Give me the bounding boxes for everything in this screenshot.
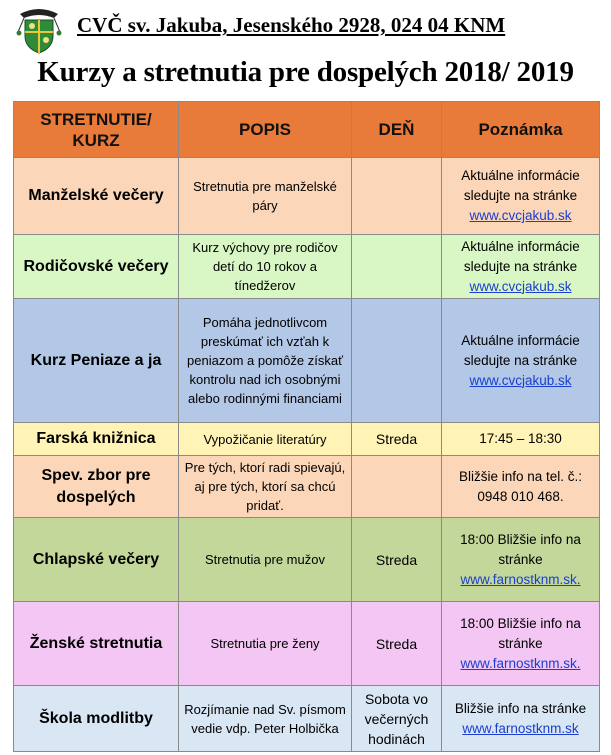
course-name: Kurz Peniaze a ja xyxy=(14,299,179,423)
table-header-row xyxy=(14,102,600,158)
course-note xyxy=(442,518,600,602)
website-link[interactable]: www.cvcjakub.sk xyxy=(469,208,572,223)
website-link[interactable]: www.cvcjakub.sk xyxy=(469,372,572,388)
course-day: Sobota vo večerných hodinách xyxy=(352,686,442,752)
table-row xyxy=(14,158,600,235)
course-name: Farská knižnica xyxy=(14,423,179,456)
course-day xyxy=(352,235,442,299)
note-text: Bližšie info na stránke xyxy=(454,700,587,716)
course-day xyxy=(352,299,442,423)
website-link[interactable]: www.farnostknm.sk xyxy=(462,720,579,736)
course-description: Stretnutia pre manželské páry xyxy=(179,158,352,235)
course-note xyxy=(442,686,600,752)
column-header-description: POPIS xyxy=(179,102,352,158)
parish-crest-icon xyxy=(14,6,64,54)
table-row xyxy=(14,299,600,423)
course-note xyxy=(442,158,600,235)
note-text: Aktuálne informácie sledujte na stránke xyxy=(461,238,580,274)
table-row xyxy=(14,686,600,752)
column-header-course: STRETNUTIE/ KURZ xyxy=(14,102,179,158)
course-description: Rozjímanie nad Sv. písmom vedie vdp. Peter Holbička xyxy=(179,686,352,752)
course-name: Ženské stretnutia xyxy=(14,602,179,686)
course-note: 17:45 – 18:30 xyxy=(442,423,600,456)
course-description: Pomáha jednotlivcom preskúmať ich vzťah k peniazom a pomôže získať kontrolu nad ich osobnými alebo rodinnými financiami xyxy=(179,299,352,423)
course-note xyxy=(442,235,600,299)
course-day: Streda xyxy=(352,423,442,456)
column-header-note: Poznámka xyxy=(442,102,600,158)
course-description: Kurz výchovy pre rodičov detí do 10 rokov a tínedžerov xyxy=(179,235,352,299)
course-day xyxy=(352,456,442,518)
course-note xyxy=(442,602,600,686)
course-day: Streda xyxy=(352,602,442,686)
column-header-day: DEŇ xyxy=(352,102,442,158)
course-description: Stretnutia pre mužov xyxy=(179,518,352,602)
website-link[interactable]: www.farnostknm.sk. xyxy=(460,571,581,587)
note-text: Aktuálne informácie sledujte na stránke xyxy=(461,168,580,203)
note-text: 18:00 Bližšie info na stránke xyxy=(460,615,581,651)
course-name: Chlapské večery xyxy=(14,518,179,602)
course-day xyxy=(352,158,442,235)
page-title: Kurzy a stretnutia pre dospelých 2018/ 2019 xyxy=(37,56,574,88)
course-name: Škola modlitby xyxy=(14,686,179,752)
website-link[interactable]: www.farnostknm.sk. xyxy=(460,655,581,671)
course-description: Pre tých, ktorí radi spievajú, aj pre tých, ktorí sa chcú pridať. xyxy=(179,456,352,518)
course-day: Streda xyxy=(352,518,442,602)
table-row xyxy=(14,518,600,602)
note-text: 18:00 Bližšie info na stránke xyxy=(460,531,581,567)
course-name: Manželské večery xyxy=(14,158,179,235)
website-link[interactable]: www.cvcjakub.sk xyxy=(469,278,572,294)
table-row xyxy=(14,456,600,518)
course-note: Bližšie info na tel. č.: 0948 010 468. xyxy=(442,456,600,518)
course-description: Stretnutia pre ženy xyxy=(179,602,352,686)
course-name: Spev. zbor pre dospelých xyxy=(14,456,179,518)
course-note xyxy=(442,299,600,423)
organization-address: CVČ sv. Jakuba, Jesenského 2928, 024 04 KNM xyxy=(77,13,506,37)
table-row xyxy=(14,423,600,456)
table-row xyxy=(14,602,600,686)
note-text: Aktuálne informácie sledujte na stránke xyxy=(461,332,580,368)
table-row xyxy=(14,235,600,299)
course-description: Vypožičanie literatúry xyxy=(179,423,352,456)
page-header xyxy=(0,0,611,56)
courses-table xyxy=(13,101,600,752)
course-name: Rodičovské večery xyxy=(14,235,179,299)
